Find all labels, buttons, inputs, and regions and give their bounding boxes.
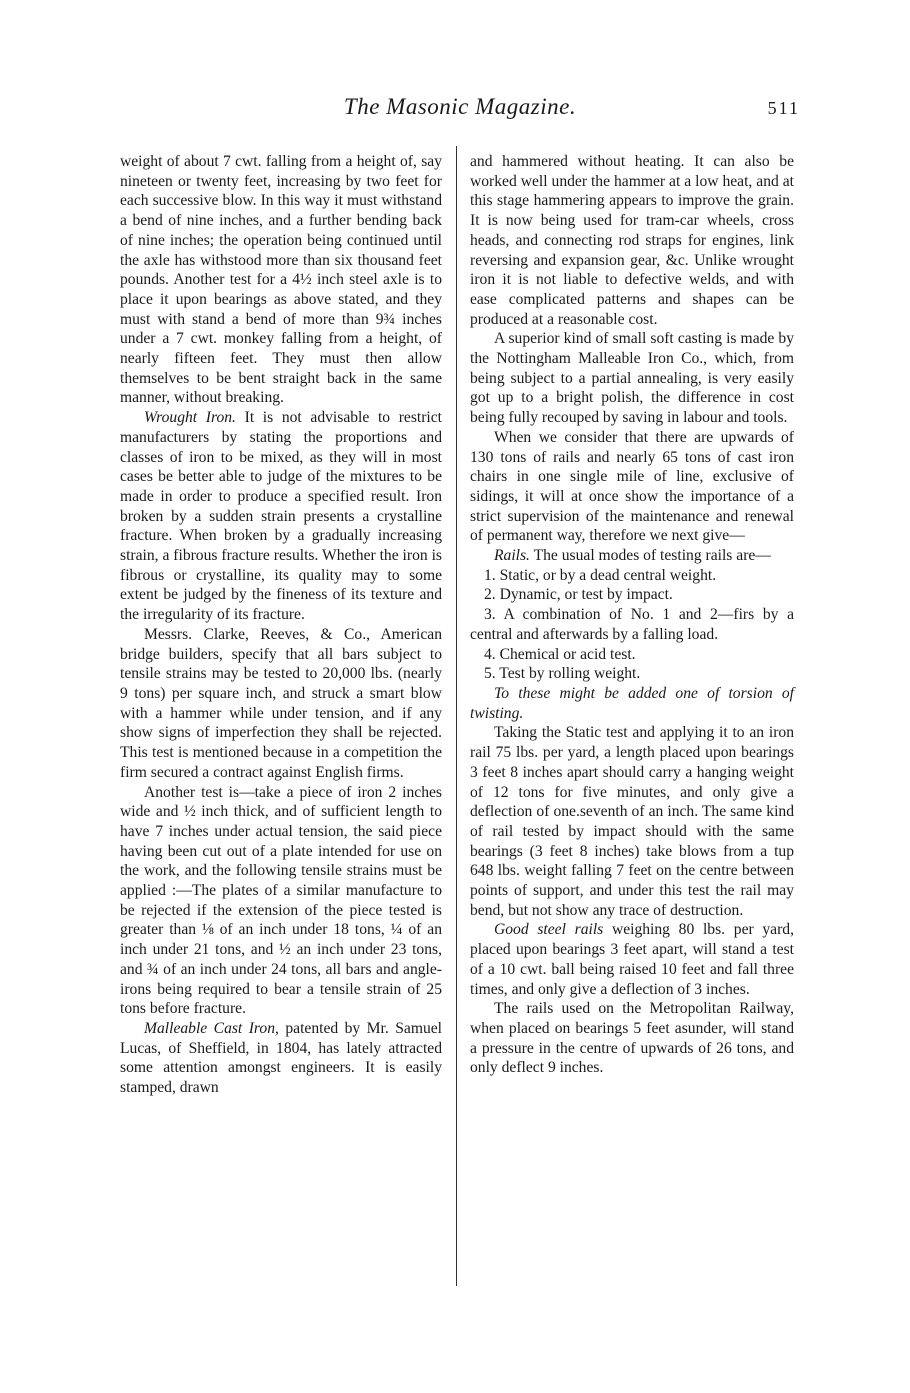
right-column <box>470 152 794 1078</box>
paragraph <box>120 408 442 625</box>
paragraph <box>470 684 794 723</box>
paragraph-text: weighing 80 lbs. per yard, placed upon bearings 3 feet apart, will stand a test of a 10 cwt. ball being raised 10 feet and fall three times, and only give a deflection of 3 inches. <box>470 921 794 998</box>
section-heading: Rails. <box>494 547 530 565</box>
list-item: 1. Static, or by a dead central weight. <box>484 566 717 584</box>
paragraph: Messrs. Clarke, Reeves, & Co., American bridge builders, specify that all bars subject to tensile strains may be tested to 20,000 lbs. (nearly 9 tons) per square inch, and struck a smart blow with a hammer while under tension, and if any show signs of imperfection they shall be rejected. This test is mentioned because in a competition the firm secured a contract against English firms. <box>120 625 442 781</box>
paragraph: Another test is—take a piece of iron 2 inches wide and ½ inch thick, and of sufficient length to have 7 inches under actual tension, the said piece having been cut out of a plate intended for use on the work, and the following tensile strains must be applied :—The plates of a similar manufacture to be rejected if the extension of the piece tested is greater than ⅛ of an inch under 18 tons, ¼ of an inch under 21 tons, and ½ an inch under 23 tons, and ¾ of an inch under 24 tons, all bars and angle-irons being required to bear a tensile strain of 25 tons before fracture. <box>120 783 442 1018</box>
column-divider <box>456 146 457 1286</box>
paragraph: Taking the Static test and applying it to an iron rail 75 lbs. per yard, a length placed upon bearings 3 feet 8 inches apart should carry a hanging weight of 12 tons for five minutes, and only give a deflection of one.seventh of an inch. The same kind of rail tested by impact should with the same bearings (3 feet 8 inches) take blows from a tup 648 lbs. weight falling 7 feet on the centre between points of support, and under this test the rail may bend, but not show any trace of destruction. <box>470 724 794 919</box>
paragraph <box>470 546 794 566</box>
list-item: 3. A combination of No. 1 and 2—firs by a central and afterwards by a falling load. <box>470 606 794 643</box>
section-heading: Good steel rails <box>494 921 604 939</box>
list-item: 4. Chemical or acid test. <box>484 645 636 663</box>
left-column <box>120 152 442 1098</box>
paragraph: When we consider that there are upwards of 130 tons of rails and nearly 65 tons of cast iron chairs in one single mile of line, exclusive of sidings, it will at once show the importance of a strict supervision of the maintenance and renewal of permanent way, therefore we next give— <box>470 428 794 545</box>
paragraph <box>470 920 794 999</box>
paragraph: and hammered without heating. It can also be worked well under the hammer at a low heat, and at this stage hammering appears to improve the grain. It is now being used for tram-car wheels, cross heads, and connecting rod straps for engines, link reversing and expansion gear, &c. Unlike wrought iron it is not liable to defective welds, and with ease complicated patterns and shapes can be produced at a reasonable cost. <box>470 153 794 328</box>
paragraph: A superior kind of small soft casting is made by the Nottingham Malleable Iron Co., which, from being subject to a partial annealing, is very easily got up to a bright polish, the difference in cost being fully recouped by saving in labour and tools. <box>470 330 794 427</box>
paragraph: The rails used on the Metropolitan Railway, when placed on bearings 5 feet asunder, will stand a pressure in the centre of upwards of 26 tons, and only deflect 9 inches. <box>470 1000 794 1077</box>
list-item: 5. Test by rolling weight. <box>484 665 641 683</box>
section-heading: Wrought Iron. <box>144 409 236 427</box>
running-title: The Masonic Magazine. <box>343 94 577 119</box>
paragraph-text: patented by Mr. Samuel Lucas, of Sheffield, in 1804, has lately attracted some attention amongst engineers. It is easily stamped, drawn <box>120 1019 442 1097</box>
paragraph-text: The usual modes of testing rails are— <box>533 547 771 565</box>
paragraph <box>120 1019 442 1098</box>
page-number: 511 <box>767 98 800 118</box>
section-heading: Malleable Cast Iron, <box>144 1019 279 1037</box>
paragraph: weight of about 7 cwt. falling from a height of, say nineteen or twenty feet, increasing by two feet for each successive blow. In this way it must withstand a bend of nine inches, and a further bending back of nine inches; the operation being continued until the axle has withstood more than six thousand feet pounds. Another test for a 4½ inch steel axle is to place it upon bearings as above stated, and they must with stand a bend of more than 9¾ inches under a 7 cwt. monkey falling from a height, of nearly fifteen feet. They must then allow themselves to be bent straight back in the same manner, without breaking. <box>120 153 442 407</box>
paragraph-text: To these might be added one of torsion of twisting. <box>470 684 794 722</box>
list-item: 2. Dynamic, or test by impact. <box>484 586 673 604</box>
paragraph-text: It is not advisable to restrict manufacturers by stating the proportions and classes of iron to be mixed, as they will in most cases be better able to judge of the mixtures to be made in order to produce a specified result. Iron broken by a sudden strain presents a crystalline fracture. When broken by a gradually increasing strain, a fibrous fracture results. Whether the iron is fibrous or crystalline, its quality may to some extent be judged by the fineness of its texture and the irregularity of its fracture. <box>120 409 443 624</box>
page-header <box>120 90 800 130</box>
